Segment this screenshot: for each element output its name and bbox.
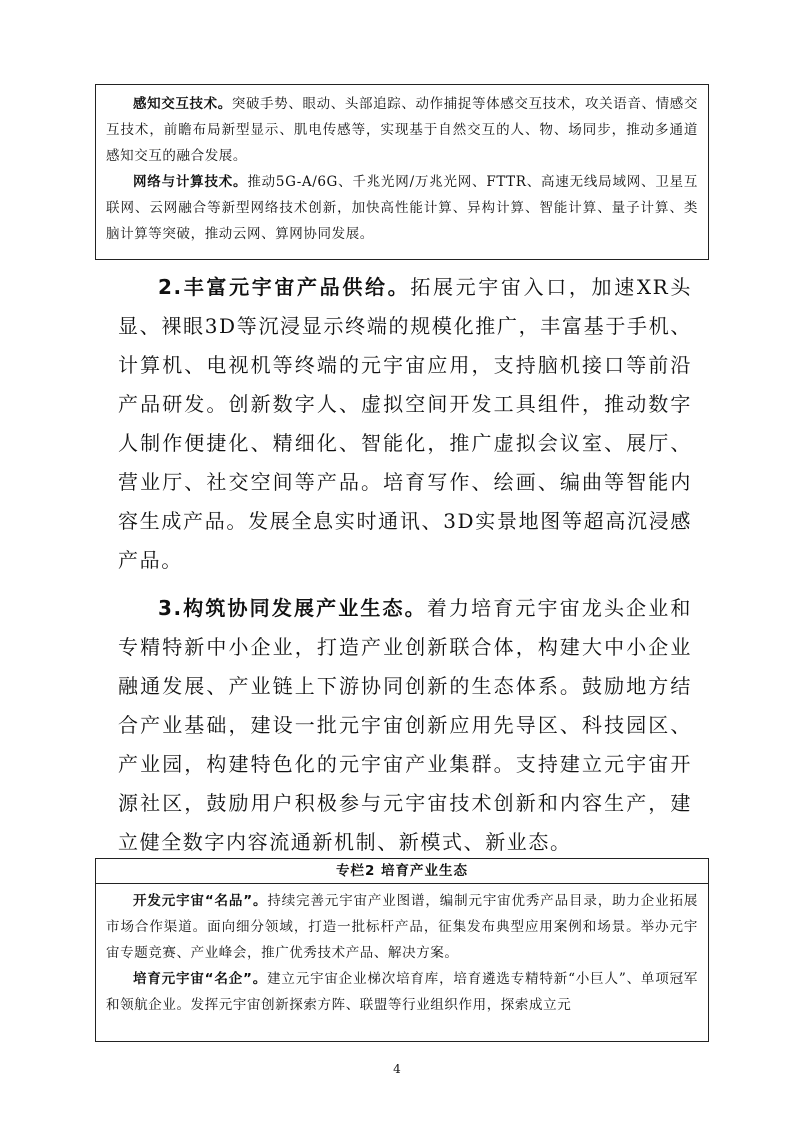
box2-item-text: 持续完善元宇宙产业图谱，编制元宇宙优秀产品目录，助力企业拓展市场合作渠道。面向细分领域，打造一批标杆产品，征集发布典型应用案例和场景。举办元宇宙专题竞赛、产业峰会，推广优秀技术产品、解决方案。 — [106, 893, 698, 961]
box1-item-perception — [106, 91, 698, 169]
column-box-ecosystem — [95, 858, 709, 1042]
page-number: 4 — [393, 1062, 401, 1076]
box1-item-network — [106, 169, 698, 247]
box2-item-products — [106, 888, 698, 966]
paragraph-heading: 3.构筑协同发展产业生态。 — [158, 596, 427, 620]
paragraph-text: 着力培育元宇宙龙头企业和专精特新中小企业，打造产业创新联合体，构建大中小企业融通发展、产业链上下游协同创新的生态体系。鼓励地方结合产业基础，建设一批元宇宙创新应用先导区、科技园区、产业园，构建特色化的元宇宙产业集群。支持建立元宇宙开源社区，鼓励用户积极参与元宇宙技术创新和内容生产，建立健全数字内容流通新机制、新模式、新业态。 — [118, 596, 692, 854]
box2-item-lead: 培育元宇宙“名企”。 — [133, 971, 268, 987]
box1-item-lead: 网络与计算技术。 — [133, 174, 248, 190]
column-box-technologies — [95, 84, 709, 260]
box1-item-text: 推动5G-A/6G、千兆光网/万兆光网、FTTR、高速无线局域网、卫星互联网、云网融合等新型网络技术创新，加快高性能计算、异构计算、智能计算、量子计算、类脑计算等突破，推动云网、算网协同发展。 — [106, 174, 698, 242]
box2-item-text: 建立元宇宙企业梯次培育库，培育遴选专精特新“小巨人”、单项冠军和领航企业。发挥元宇宙创新探索方阵、联盟等行业组织作用，探索成立元 — [106, 971, 699, 1013]
box2-body — [96, 884, 708, 1018]
paragraph-text: 拓展元宇宙入口，加速XR头显、裸眼3D等沉浸显示终端的规模化推广，丰富基于手机、计算机、电视机等终端的元宇宙应用，支持脑机接口等前沿产品研发。创新数字人、虚拟空间开发工具组件，推动数字人制作便捷化、精细化、智能化，推广虚拟会议室、展厅、营业厅、社交空间等产品。培育写作、绘画、编曲等智能内容生成产品。发展全息实时通讯、3D实景地图等超高沉浸感产品。 — [118, 275, 692, 572]
box2-title: 专栏2 培育产业生态 — [96, 859, 708, 884]
paragraph-industry-ecosystem — [118, 589, 692, 862]
paragraph-product-supply — [118, 268, 692, 580]
paragraph-heading: 2.丰富元宇宙产品供给。 — [158, 275, 411, 299]
box1-item-text: 突破手势、眼动、头部追踪、动作捕捉等体感交互技术，攻关语音、情感交互技术，前瞻布局新型显示、肌电传感等，实现基于自然交互的人、物、场同步，推动多通道感知交互的融合发展。 — [106, 96, 698, 164]
box2-item-enterprises — [106, 966, 698, 1018]
box1-item-lead: 感知交互技术。 — [133, 96, 232, 112]
box2-item-lead: 开发元宇宙“名品”。 — [133, 893, 268, 909]
